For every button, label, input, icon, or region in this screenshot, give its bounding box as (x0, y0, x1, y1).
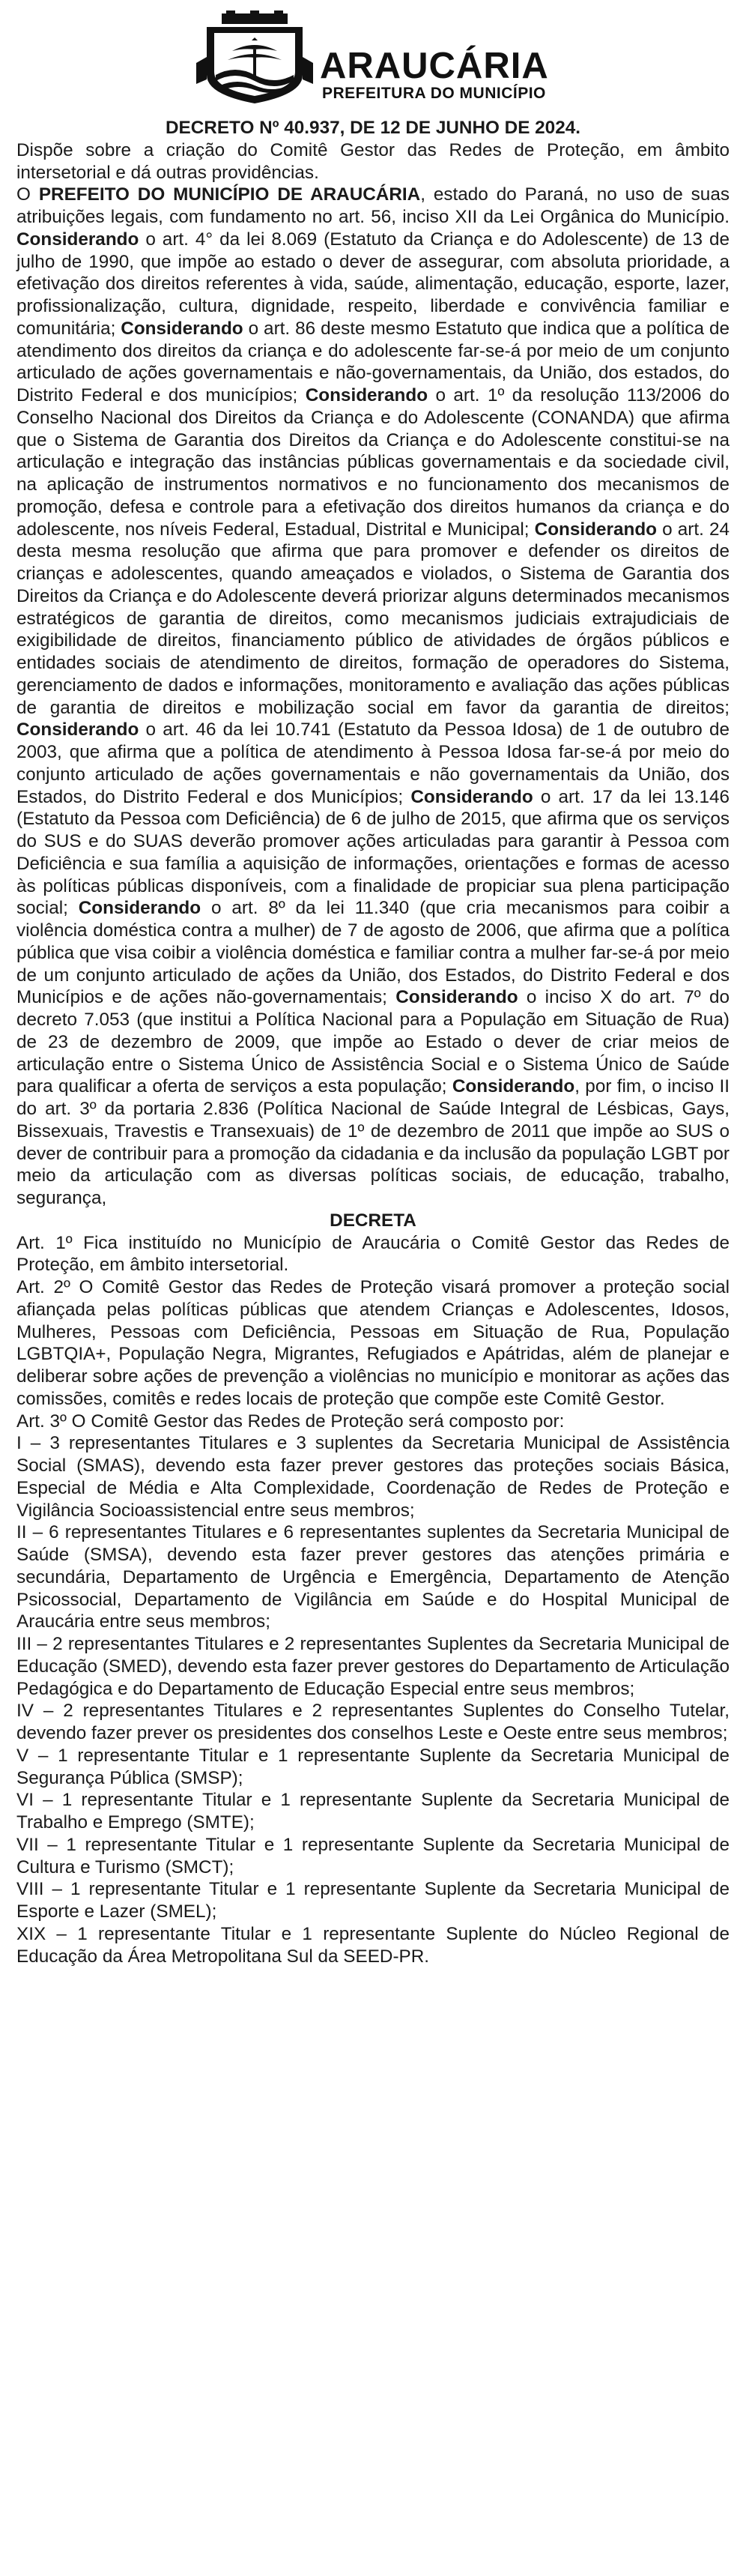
decree-preamble (16, 184, 730, 1210)
decree-summary: Dispõe sobre a criação do Comitê Gestor das Redes de Proteção, em âmbito intersetorial e dá outras providências. (16, 139, 730, 183)
decree-body (16, 117, 730, 1967)
preamble-text: o art. 1º da resolução 113/2006 do Conselho Nacional dos Direitos da Criança e do Adolescente (CONANDA) que afirma que o Sistema de Garantia dos Direitos da Criança e do Adolescente constitui-se na articulação e integração das instâncias públicas governamentais e da sociedade civil, na aplicação de instrumentos normativos e no funcionamento dos mecanismos de promoção, defesa e controle para a efetivação dos direitos humanos da criança e do adolescente, nos níveis Federal, Estadual, Distrital e Municipal; (16, 385, 730, 540)
city-crest-icon (196, 10, 313, 105)
preamble-emphasis: Considerando (410, 786, 533, 807)
decree-article-paragraph: XIX – 1 representante Titular e 1 representante Suplente do Núcleo Regional de Educação da Área Metropolitana Sul da SEED-PR. (16, 1923, 730, 1967)
decree-article-paragraph: V – 1 representante Titular e 1 representante Suplente da Secretaria Municipal de Segurança Pública (SMSP); (16, 1745, 730, 1788)
preamble-emphasis: Considerando (121, 318, 243, 339)
preamble-text: o art. 86 deste mesmo Estatuto que indica que a política de atendimento dos direitos da criança e do adolescente far-se-á por meio de um conjunto articulado de ações governamentais e não-governamentais, da União, dos estados, do Distrito Federal e dos municípios; (16, 318, 730, 405)
decree-article-paragraph: VII – 1 representante Titular e 1 representante Suplente da Secretaria Municipal de Cultura e Turismo (SMCT); (16, 1834, 730, 1877)
decree-article-paragraph: Art. 3º O Comitê Gestor das Redes de Proteção será composto por: (16, 1411, 565, 1432)
preamble-emphasis: Considerando (78, 898, 201, 919)
preamble-text: o art. 46 da lei 10.741 (Estatuto da Pessoa Idosa) de 1 de outubro de 2003, que afirma que a política de atendimento à Pessoa Idosa far-se-á por meio do conjunto articulado de ações governamentais e não governamentais da União, dos Estados, do Distrito Federal e dos Municípios; (16, 720, 730, 807)
preamble-text: o inciso X do art. 7º do decreto 7.053 (que institui a Política Nacional para a População em Situação de Rua) de 23 de dezembro de 2009, que impõe ao Estado o dever de criar meios de articulação entre o Sistema Único de Assistência Social e o Sistema Único de Saúde para qualificar a oferta de serviços a esta população; (16, 987, 730, 1097)
decree-article-paragraph: Art. 2º O Comitê Gestor das Redes de Proteção visará promover a proteção social afiançada pelas políticas públicas que atendem Crianças e Adolescentes, Idosos, Mulheres, Pessoas com Deficiência, Pessoas em Situação de Rua, População LGBTQIA+, População Negra, Migrantes, Refugiados e Apátridas, além de planejar e deliberar sobre ações de prevenção a violências no município e monitorar as ações das comissões, comitês e redes locais de proteção que compõe este Comitê Gestor. (16, 1277, 730, 1409)
decree-article-paragraph: II – 6 representantes Titulares e 6 representantes suplentes da Secretaria Municipal de Saúde (SMSA), devendo esta fazer prever gestores das atenções primária e secundária, Departamento de Urgência e Emergência, Departamento de Atenção Psicossocial, Departamento de Vigilância em Saúde e do Hospital Municipal de Araucária entre seus membros; (16, 1522, 730, 1632)
preamble-text: O (16, 184, 39, 205)
decree-article-paragraph: IV – 2 representantes Titulares e 2 representantes Suplentes do Conselho Tutelar, devendo fazer prever os presidentes dos conselhos Leste e Oeste entre seus membros; (16, 1701, 730, 1743)
preamble-emphasis: Considerando (395, 987, 518, 1008)
city-subtitle: PREFEITURA DO MUNICÍPIO (322, 85, 546, 102)
decree-article-paragraph: VI – 1 representante Titular e 1 representante Suplente da Secretaria Municipal de Trabalho e Emprego (SMTE); (16, 1790, 730, 1833)
preamble-text: o art. 17 da lei 13.146 (Estatuto da Pessoa com Deficiência) de 6 de julho de 2015, que afirma que os serviços do SUS e do SUAS deverão promover ações articuladas para garantir à Pessoa com Deficiência e sua família a aquisição de informações, orientações e formas de acesso às políticas públicas disponíveis, com a finalidade de propiciar sua plena participação social; (16, 786, 730, 919)
preamble-text: , por fim, o inciso II do art. 3º da portaria 2.836 (Política Nacional de Saúde Integral de Lésbicas, Gays, Bissexuais, Travestis e Transexuais) de 1º de dezembro de 2011 que impõe ao SUS o dever de contribuir para a promoção da cidadania e da inclusão da população LGBT por meio da articulação com as diversas políticas sociais, de educação, trabalho, segurança, (16, 1076, 730, 1208)
preamble-emphasis: Considerando (16, 229, 139, 250)
decree-articles (16, 1232, 730, 1968)
city-name: ARAUCÁRIA (320, 46, 549, 86)
preamble-emphasis: Considerando (534, 519, 658, 540)
decree-article-paragraph: I – 3 representantes Titulares e 3 suplentes da Secretaria Municipal de Assistência Social (SMAS), devendo esta fazer prever gestores das proteções sociais Básica, Especial de Média e Alta Complexidade, Coordenação de Redes de Proteção e Vigilância Socioassistencial entre seus membros; (16, 1433, 730, 1521)
preamble-text: , estado do Paraná, no uso de suas atribuições legais, com fundamento no art. 56, inciso XII da Lei Orgânica do Município. (16, 184, 730, 227)
municipal-header (196, 10, 586, 108)
preamble-emphasis: Considerando (16, 720, 139, 740)
preamble-text: o art. 4° da lei 8.069 (Estatuto da Criança e do Adolescente) de 13 de julho de 1990, que impõe ao estado o dever de assegurar, com absoluta prioridade, a efetivação dos direitos referentes à vida, saúde, alimentação, educação, esporte, lazer, profissionalização, cultura, dignidade, respeito, liberdade e convivência familiar e comunitária; (16, 229, 730, 339)
preamble-emphasis: Considerando (305, 385, 428, 405)
decree-title: DECRETO Nº 40.937, DE 12 DE JUNHO DE 2024. (166, 118, 580, 138)
preamble-emphasis: PREFEITO DO MUNICÍPIO DE ARAUCÁRIA (38, 184, 421, 205)
preamble-text: o art. 8º da lei 11.340 (que cria mecanismos para coibir a violência doméstica contra a mulher) de 7 de agosto de 2006, que afirma que a política pública que visa coibir a violência doméstica e familiar contra a mulher far-se-á por meio de um conjunto articulado de ações da União, dos Estados, do Distrito Federal e dos Municípios e de ações não-governamentais; (16, 898, 730, 1008)
decreta-heading: DECRETA (330, 1210, 416, 1231)
decree-article-paragraph: Art. 1º Fica instituído no Município de Araucária o Comitê Gestor das Redes de Proteção, em âmbito intersetorial. (16, 1232, 730, 1276)
preamble-emphasis: Considerando (452, 1076, 575, 1097)
preamble-text: o art. 24 desta mesma resolução que afirma que para promover e defender os direitos de crianças e adolescentes, quando ameaçados e violados, o Sistema de Garantia dos Direitos da Criança e do Adolescente deverá priorizar alguns determinados mecanismos estratégicos de garantia de direitos, como mecanismos judiciais extrajudiciais de exigibilidade de direitos, financiamento público de atividades de órgãos públicos e entidades sociais de atendimento de direitos, formação de operadores do Sistema, gerenciamento de dados e informações, monitoramento e avaliação das ações públicas de garantia de direitos e mobilização social em favor da garantia de direitos; (16, 519, 730, 718)
decree-article-paragraph: III – 2 representantes Titulares e 2 representantes Suplentes da Secretaria Municipal de Educação (SMED), devendo esta fazer prever gestores do Departamento de Articulação Pedagógica e do Departamento de Educação Especial entre seus membros; (16, 1634, 730, 1699)
decree-article-paragraph: VIII – 1 representante Titular e 1 representante Suplente da Secretaria Municipal de Esporte e Lazer (SMEL); (16, 1879, 730, 1922)
